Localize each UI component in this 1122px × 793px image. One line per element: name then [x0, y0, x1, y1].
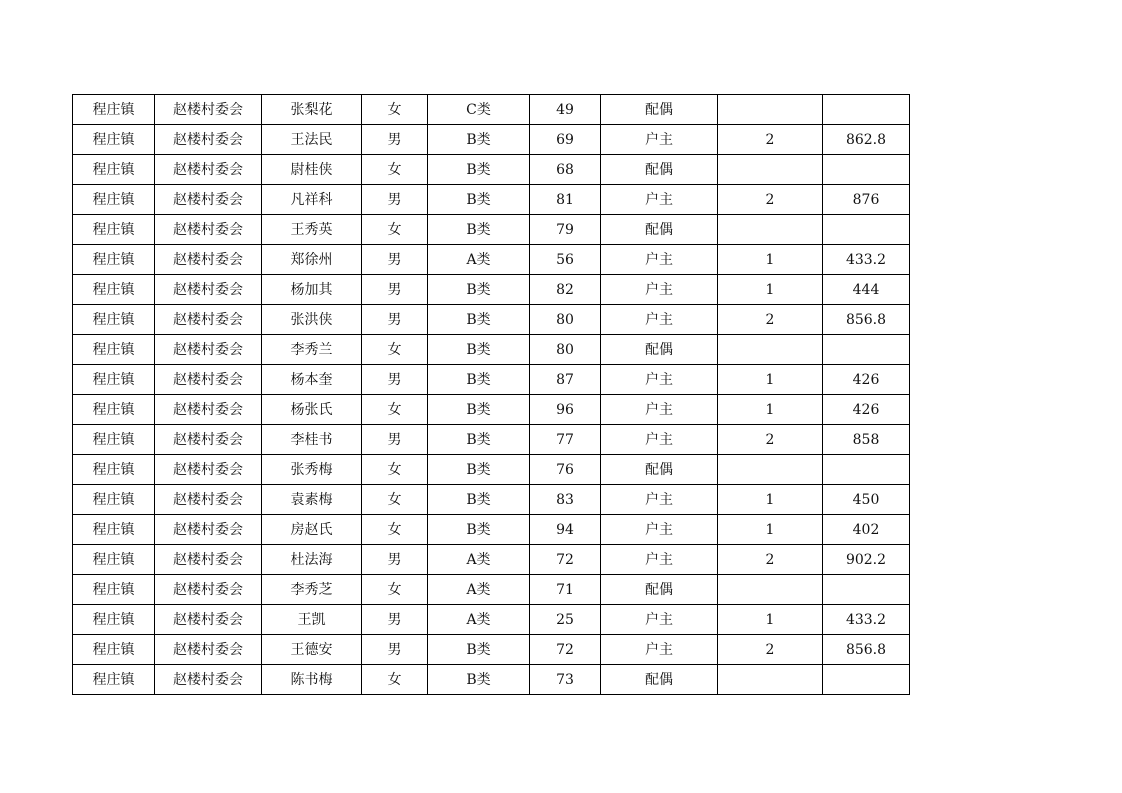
village-committee-cell: 赵楼村委会	[155, 275, 262, 305]
category-cell: A类	[428, 545, 530, 575]
name-cell: 杨加其	[262, 275, 362, 305]
table-row	[73, 185, 910, 215]
category-cell: A类	[428, 605, 530, 635]
age-cell: 69	[530, 125, 601, 155]
gender-cell: 女	[362, 95, 428, 125]
name-cell: 王凯	[262, 605, 362, 635]
name-cell: 尉桂侠	[262, 155, 362, 185]
name-cell: 杨张氏	[262, 395, 362, 425]
relation-cell: 户主	[601, 275, 718, 305]
age-cell: 56	[530, 245, 601, 275]
town-cell: 程庄镇	[73, 245, 155, 275]
relation-cell: 配偶	[601, 665, 718, 695]
village-committee-cell: 赵楼村委会	[155, 215, 262, 245]
relation-cell: 户主	[601, 365, 718, 395]
household-size-cell	[718, 665, 823, 695]
town-cell: 程庄镇	[73, 575, 155, 605]
household-size-cell	[718, 95, 823, 125]
name-cell: 杨本奎	[262, 365, 362, 395]
name-cell: 王法民	[262, 125, 362, 155]
gender-cell: 女	[362, 485, 428, 515]
name-cell: 李秀芝	[262, 575, 362, 605]
gender-cell: 男	[362, 185, 428, 215]
gender-cell: 女	[362, 395, 428, 425]
amount-cell	[823, 155, 910, 185]
amount-cell: 444	[823, 275, 910, 305]
gender-cell: 女	[362, 155, 428, 185]
age-cell: 80	[530, 305, 601, 335]
relation-cell: 户主	[601, 395, 718, 425]
amount-cell	[823, 575, 910, 605]
gender-cell: 男	[362, 365, 428, 395]
relation-cell: 配偶	[601, 215, 718, 245]
village-committee-cell: 赵楼村委会	[155, 335, 262, 365]
age-cell: 72	[530, 635, 601, 665]
amount-cell: 862.8	[823, 125, 910, 155]
name-cell: 凡祥科	[262, 185, 362, 215]
name-cell: 房赵氏	[262, 515, 362, 545]
age-cell: 49	[530, 95, 601, 125]
relation-cell: 配偶	[601, 575, 718, 605]
gender-cell: 女	[362, 335, 428, 365]
household-size-cell: 1	[718, 515, 823, 545]
household-size-cell: 1	[718, 275, 823, 305]
table-row	[73, 545, 910, 575]
household-size-cell: 1	[718, 485, 823, 515]
table-row	[73, 95, 910, 125]
name-cell: 王德安	[262, 635, 362, 665]
household-size-cell: 2	[718, 185, 823, 215]
relation-cell: 户主	[601, 605, 718, 635]
relation-cell: 配偶	[601, 455, 718, 485]
relation-cell: 配偶	[601, 155, 718, 185]
amount-cell: 856.8	[823, 635, 910, 665]
table-row	[73, 515, 910, 545]
town-cell: 程庄镇	[73, 485, 155, 515]
table-row	[73, 425, 910, 455]
table-row	[73, 125, 910, 155]
town-cell: 程庄镇	[73, 185, 155, 215]
gender-cell: 男	[362, 245, 428, 275]
age-cell: 25	[530, 605, 601, 635]
amount-cell: 433.2	[823, 605, 910, 635]
table-row	[73, 395, 910, 425]
village-committee-cell: 赵楼村委会	[155, 365, 262, 395]
village-committee-cell: 赵楼村委会	[155, 605, 262, 635]
age-cell: 82	[530, 275, 601, 305]
gender-cell: 男	[362, 275, 428, 305]
name-cell: 陈书梅	[262, 665, 362, 695]
relation-cell: 户主	[601, 185, 718, 215]
household-size-cell	[718, 155, 823, 185]
table-row	[73, 155, 910, 185]
town-cell: 程庄镇	[73, 125, 155, 155]
table-row	[73, 665, 910, 695]
category-cell: B类	[428, 515, 530, 545]
amount-cell: 402	[823, 515, 910, 545]
name-cell: 张梨花	[262, 95, 362, 125]
category-cell: B类	[428, 275, 530, 305]
name-cell: 张秀梅	[262, 455, 362, 485]
gender-cell: 男	[362, 125, 428, 155]
name-cell: 张洪侠	[262, 305, 362, 335]
amount-cell: 876	[823, 185, 910, 215]
name-cell: 杜法海	[262, 545, 362, 575]
household-size-cell	[718, 335, 823, 365]
table-row	[73, 605, 910, 635]
town-cell: 程庄镇	[73, 455, 155, 485]
amount-cell	[823, 455, 910, 485]
household-size-cell: 1	[718, 245, 823, 275]
village-committee-cell: 赵楼村委会	[155, 575, 262, 605]
gender-cell: 女	[362, 455, 428, 485]
age-cell: 81	[530, 185, 601, 215]
age-cell: 76	[530, 455, 601, 485]
amount-cell: 450	[823, 485, 910, 515]
village-committee-cell: 赵楼村委会	[155, 395, 262, 425]
age-cell: 72	[530, 545, 601, 575]
town-cell: 程庄镇	[73, 635, 155, 665]
category-cell: C类	[428, 95, 530, 125]
table-row	[73, 275, 910, 305]
village-committee-cell: 赵楼村委会	[155, 665, 262, 695]
amount-cell	[823, 215, 910, 245]
relation-cell: 户主	[601, 515, 718, 545]
category-cell: B类	[428, 215, 530, 245]
gender-cell: 女	[362, 215, 428, 245]
amount-cell: 426	[823, 365, 910, 395]
relation-cell: 配偶	[601, 335, 718, 365]
table-row	[73, 215, 910, 245]
age-cell: 83	[530, 485, 601, 515]
town-cell: 程庄镇	[73, 335, 155, 365]
household-size-cell: 2	[718, 545, 823, 575]
table-row	[73, 575, 910, 605]
category-cell: A类	[428, 575, 530, 605]
name-cell: 李桂书	[262, 425, 362, 455]
gender-cell: 男	[362, 635, 428, 665]
relation-cell: 户主	[601, 545, 718, 575]
village-committee-cell: 赵楼村委会	[155, 125, 262, 155]
category-cell: B类	[428, 485, 530, 515]
age-cell: 79	[530, 215, 601, 245]
household-size-cell: 2	[718, 125, 823, 155]
village-committee-cell: 赵楼村委会	[155, 305, 262, 335]
name-cell: 袁素梅	[262, 485, 362, 515]
table-row	[73, 365, 910, 395]
gender-cell: 女	[362, 575, 428, 605]
village-committee-cell: 赵楼村委会	[155, 155, 262, 185]
village-committee-cell: 赵楼村委会	[155, 185, 262, 215]
gender-cell: 男	[362, 425, 428, 455]
relation-cell: 户主	[601, 425, 718, 455]
household-size-cell: 1	[718, 365, 823, 395]
category-cell: B类	[428, 305, 530, 335]
household-size-cell	[718, 575, 823, 605]
age-cell: 71	[530, 575, 601, 605]
relation-cell: 配偶	[601, 95, 718, 125]
household-size-cell	[718, 455, 823, 485]
town-cell: 程庄镇	[73, 95, 155, 125]
amount-cell: 902.2	[823, 545, 910, 575]
data-table	[72, 94, 910, 695]
table-row	[73, 635, 910, 665]
name-cell: 王秀英	[262, 215, 362, 245]
age-cell: 68	[530, 155, 601, 185]
category-cell: B类	[428, 155, 530, 185]
category-cell: B类	[428, 425, 530, 455]
household-size-cell: 1	[718, 605, 823, 635]
age-cell: 80	[530, 335, 601, 365]
town-cell: 程庄镇	[73, 395, 155, 425]
category-cell: B类	[428, 665, 530, 695]
town-cell: 程庄镇	[73, 425, 155, 455]
table-row	[73, 245, 910, 275]
gender-cell: 男	[362, 605, 428, 635]
amount-cell	[823, 335, 910, 365]
town-cell: 程庄镇	[73, 305, 155, 335]
household-size-cell: 2	[718, 635, 823, 665]
relation-cell: 户主	[601, 125, 718, 155]
gender-cell: 男	[362, 545, 428, 575]
household-size-cell: 1	[718, 395, 823, 425]
table-row	[73, 455, 910, 485]
town-cell: 程庄镇	[73, 365, 155, 395]
amount-cell: 426	[823, 395, 910, 425]
gender-cell: 女	[362, 665, 428, 695]
village-committee-cell: 赵楼村委会	[155, 455, 262, 485]
age-cell: 87	[530, 365, 601, 395]
table-row	[73, 335, 910, 365]
household-size-cell	[718, 215, 823, 245]
age-cell: 94	[530, 515, 601, 545]
town-cell: 程庄镇	[73, 215, 155, 245]
town-cell: 程庄镇	[73, 545, 155, 575]
category-cell: B类	[428, 635, 530, 665]
gender-cell: 女	[362, 515, 428, 545]
category-cell: B类	[428, 125, 530, 155]
category-cell: B类	[428, 395, 530, 425]
town-cell: 程庄镇	[73, 515, 155, 545]
town-cell: 程庄镇	[73, 275, 155, 305]
village-committee-cell: 赵楼村委会	[155, 635, 262, 665]
town-cell: 程庄镇	[73, 155, 155, 185]
village-committee-cell: 赵楼村委会	[155, 425, 262, 455]
category-cell: B类	[428, 185, 530, 215]
category-cell: B类	[428, 365, 530, 395]
town-cell: 程庄镇	[73, 665, 155, 695]
category-cell: B类	[428, 335, 530, 365]
village-committee-cell: 赵楼村委会	[155, 545, 262, 575]
amount-cell: 433.2	[823, 245, 910, 275]
age-cell: 73	[530, 665, 601, 695]
table-body	[73, 95, 910, 695]
relation-cell: 户主	[601, 485, 718, 515]
gender-cell: 男	[362, 305, 428, 335]
age-cell: 96	[530, 395, 601, 425]
household-size-cell: 2	[718, 305, 823, 335]
village-committee-cell: 赵楼村委会	[155, 485, 262, 515]
relation-cell: 户主	[601, 635, 718, 665]
village-committee-cell: 赵楼村委会	[155, 245, 262, 275]
table-row	[73, 305, 910, 335]
relation-cell: 户主	[601, 305, 718, 335]
amount-cell: 856.8	[823, 305, 910, 335]
village-committee-cell: 赵楼村委会	[155, 515, 262, 545]
amount-cell	[823, 95, 910, 125]
category-cell: B类	[428, 455, 530, 485]
name-cell: 郑徐州	[262, 245, 362, 275]
town-cell: 程庄镇	[73, 605, 155, 635]
table-row	[73, 485, 910, 515]
amount-cell: 858	[823, 425, 910, 455]
household-size-cell: 2	[718, 425, 823, 455]
category-cell: A类	[428, 245, 530, 275]
age-cell: 77	[530, 425, 601, 455]
name-cell: 李秀兰	[262, 335, 362, 365]
relation-cell: 户主	[601, 245, 718, 275]
amount-cell	[823, 665, 910, 695]
village-committee-cell: 赵楼村委会	[155, 95, 262, 125]
